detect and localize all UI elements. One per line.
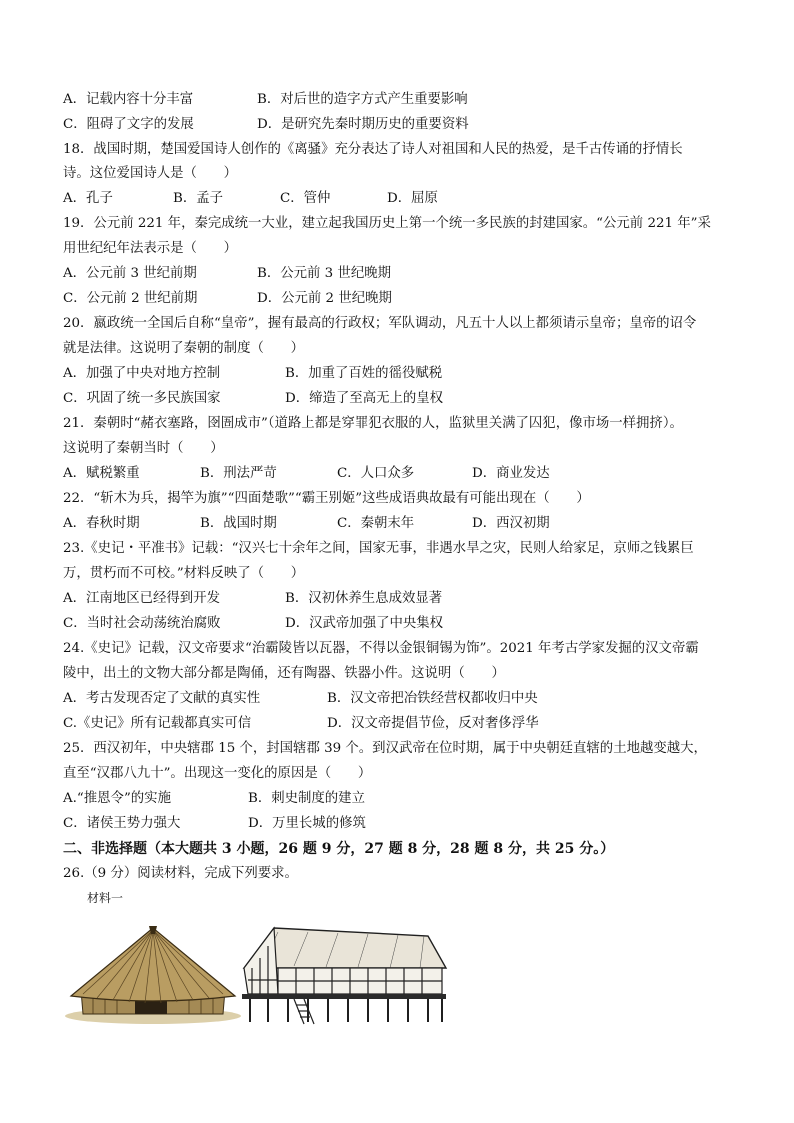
q21-stem-line2: 这说明了秦朝当时（ ） xyxy=(63,441,224,456)
q24-option-b: B．汉文帝把冶铁经营权都收归中央 xyxy=(327,691,538,706)
q23-stem-line2: 万，贯朽而不可校。”材料反映了（ ） xyxy=(63,566,305,581)
q26-stem: 26.（9 分）阅读材料，完成下列要求。 xyxy=(63,866,298,881)
q19-option-a: A．公元前 3 世纪前期 xyxy=(63,266,197,281)
q17-option-d: D．是研究先秦时期历史的重要资料 xyxy=(257,117,469,132)
q21-option-a: A．赋税繁重 xyxy=(63,466,140,481)
q20-stem-line2: 就是法律。这说明了秦朝的制度（ ） xyxy=(63,341,305,356)
q18-stem-line2: 诗。这位爱国诗人是（ ） xyxy=(63,166,238,181)
q24-option-c: C.《史记》所有记载都真实可信 xyxy=(63,716,252,731)
q19-option-d: D．公元前 2 世纪晚期 xyxy=(257,291,392,306)
q23-option-d: D．汉武帝加强了中央集权 xyxy=(285,616,444,631)
round-thatched-hut-illustration xyxy=(63,924,243,1026)
q23-option-b: B．汉初休养生息成效显著 xyxy=(285,591,443,606)
q23-stem-line1: 23.《史记・平准书》记载：“汉兴七十余年之间，国家无事，非遇水旱之灾，民则人给家足，京师之钱累巨 xyxy=(63,541,694,556)
q25-option-d: D．万里长城的修筑 xyxy=(248,816,366,831)
q25-option-b: B．刺史制度的建立 xyxy=(248,791,365,806)
q22-option-a: A．春秋时期 xyxy=(63,516,140,531)
q20-option-b: B．加重了百姓的徭役赋税 xyxy=(285,366,443,381)
q19-option-c: C．公元前 2 世纪前期 xyxy=(63,291,198,306)
q21-stem-line1: 21．秦朝时“赭衣塞路，囹圄成市”（道路上都是穿罪犯衣服的人，监狱里关满了囚犯，像市场一样拥挤）。 xyxy=(63,416,683,431)
q18-option-c: C．管仲 xyxy=(280,191,331,206)
q17-option-a: A．记载内容十分丰富 xyxy=(63,92,194,107)
q18-option-b: B．孟子 xyxy=(173,191,224,206)
q20-option-d: D．缔造了至高无上的皇权 xyxy=(285,391,444,406)
q21-option-d: D．商业发达 xyxy=(472,466,550,481)
q19-stem-line2: 用世纪纪年法表示是（ ） xyxy=(63,241,238,256)
q24-stem-line2: 陵中，出土的文物大部分都是陶俑，还有陶器、铁器小件。这说明（ ） xyxy=(63,666,505,681)
material-label: 材料一 xyxy=(87,891,124,905)
q18-stem-line1: 18．战国时期，楚国爱国诗人创作的《离骚》充分表达了诗人对祖国和人民的热爱，是千古传诵的抒情长 xyxy=(63,142,683,157)
q24-stem-line1: 24.《史记》记载，汉文帝要求“治霸陵皆以瓦器，不得以金银铜锡为饰”。2021 年考古学家发掘的汉文帝霸 xyxy=(63,641,699,656)
q18-option-d: D．屈原 xyxy=(387,191,438,206)
q18-option-a: A．孔子 xyxy=(63,191,113,206)
q20-option-a: A．加强了中央对地方控制 xyxy=(63,366,220,381)
q17-option-c: C．阻碍了文字的发展 xyxy=(63,117,194,132)
q22-option-d: D．西汉初期 xyxy=(472,516,550,531)
q19-stem-line1: 19．公元前 221 年，秦完成统一大业，建立起我国历史上第一个统一多民族的封建国家。“公元前 221 年”采 xyxy=(63,216,711,231)
q25-option-c: C．诸侯王势力强大 xyxy=(63,816,181,831)
q21-option-c: C．人口众多 xyxy=(337,466,415,481)
q22-option-c: C．秦朝末年 xyxy=(337,516,415,531)
q23-option-c: C．当时社会动荡统治腐败 xyxy=(63,616,221,631)
q25-option-a: A.“推恩令”的实施 xyxy=(63,791,171,806)
q17-option-b: B．对后世的造字方式产生重要影响 xyxy=(257,92,468,107)
q24-option-a: A．考古发现否定了文献的真实性 xyxy=(63,691,261,706)
q20-option-c: C．巩固了统一多民族国家 xyxy=(63,391,221,406)
section-heading: 二、非选择题（本大题共 3 小题，26 题 9 分，27 题 8 分，28 题 8 分，共 25 分。） xyxy=(63,841,615,857)
q20-stem-line1: 20．嬴政统一全国后自称“皇帝”，握有最高的行政权；军队调动，凡五十人以上都须请示皇帝；皇帝的诏令 xyxy=(63,316,697,331)
q22-option-b: B．战国时期 xyxy=(200,516,277,531)
q25-stem-line1: 25．西汉初年，中央辖郡 15 个，封国辖郡 39 个。到汉武帝在位时期，属于中央朝廷直辖的土地越变越大， xyxy=(63,741,707,756)
q19-option-b: B．公元前 3 世纪晚期 xyxy=(257,266,391,281)
q25-stem-line2: 直至“汉郡八九十”。出现这一变化的原因是（ ） xyxy=(63,766,372,781)
q22-stem-line1: 22．“斩木为兵，揭竿为旗”“四面楚歌”“霸王别姬”这些成语典故最有可能出现在（ ） xyxy=(63,491,590,506)
q24-option-d: D．汉文帝提倡节俭，反对奢侈浮华 xyxy=(327,716,539,731)
q23-option-a: A．江南地区已经得到开发 xyxy=(63,591,220,606)
stilt-house-illustration xyxy=(238,924,450,1026)
q21-option-b: B．刑法严苛 xyxy=(200,466,277,481)
